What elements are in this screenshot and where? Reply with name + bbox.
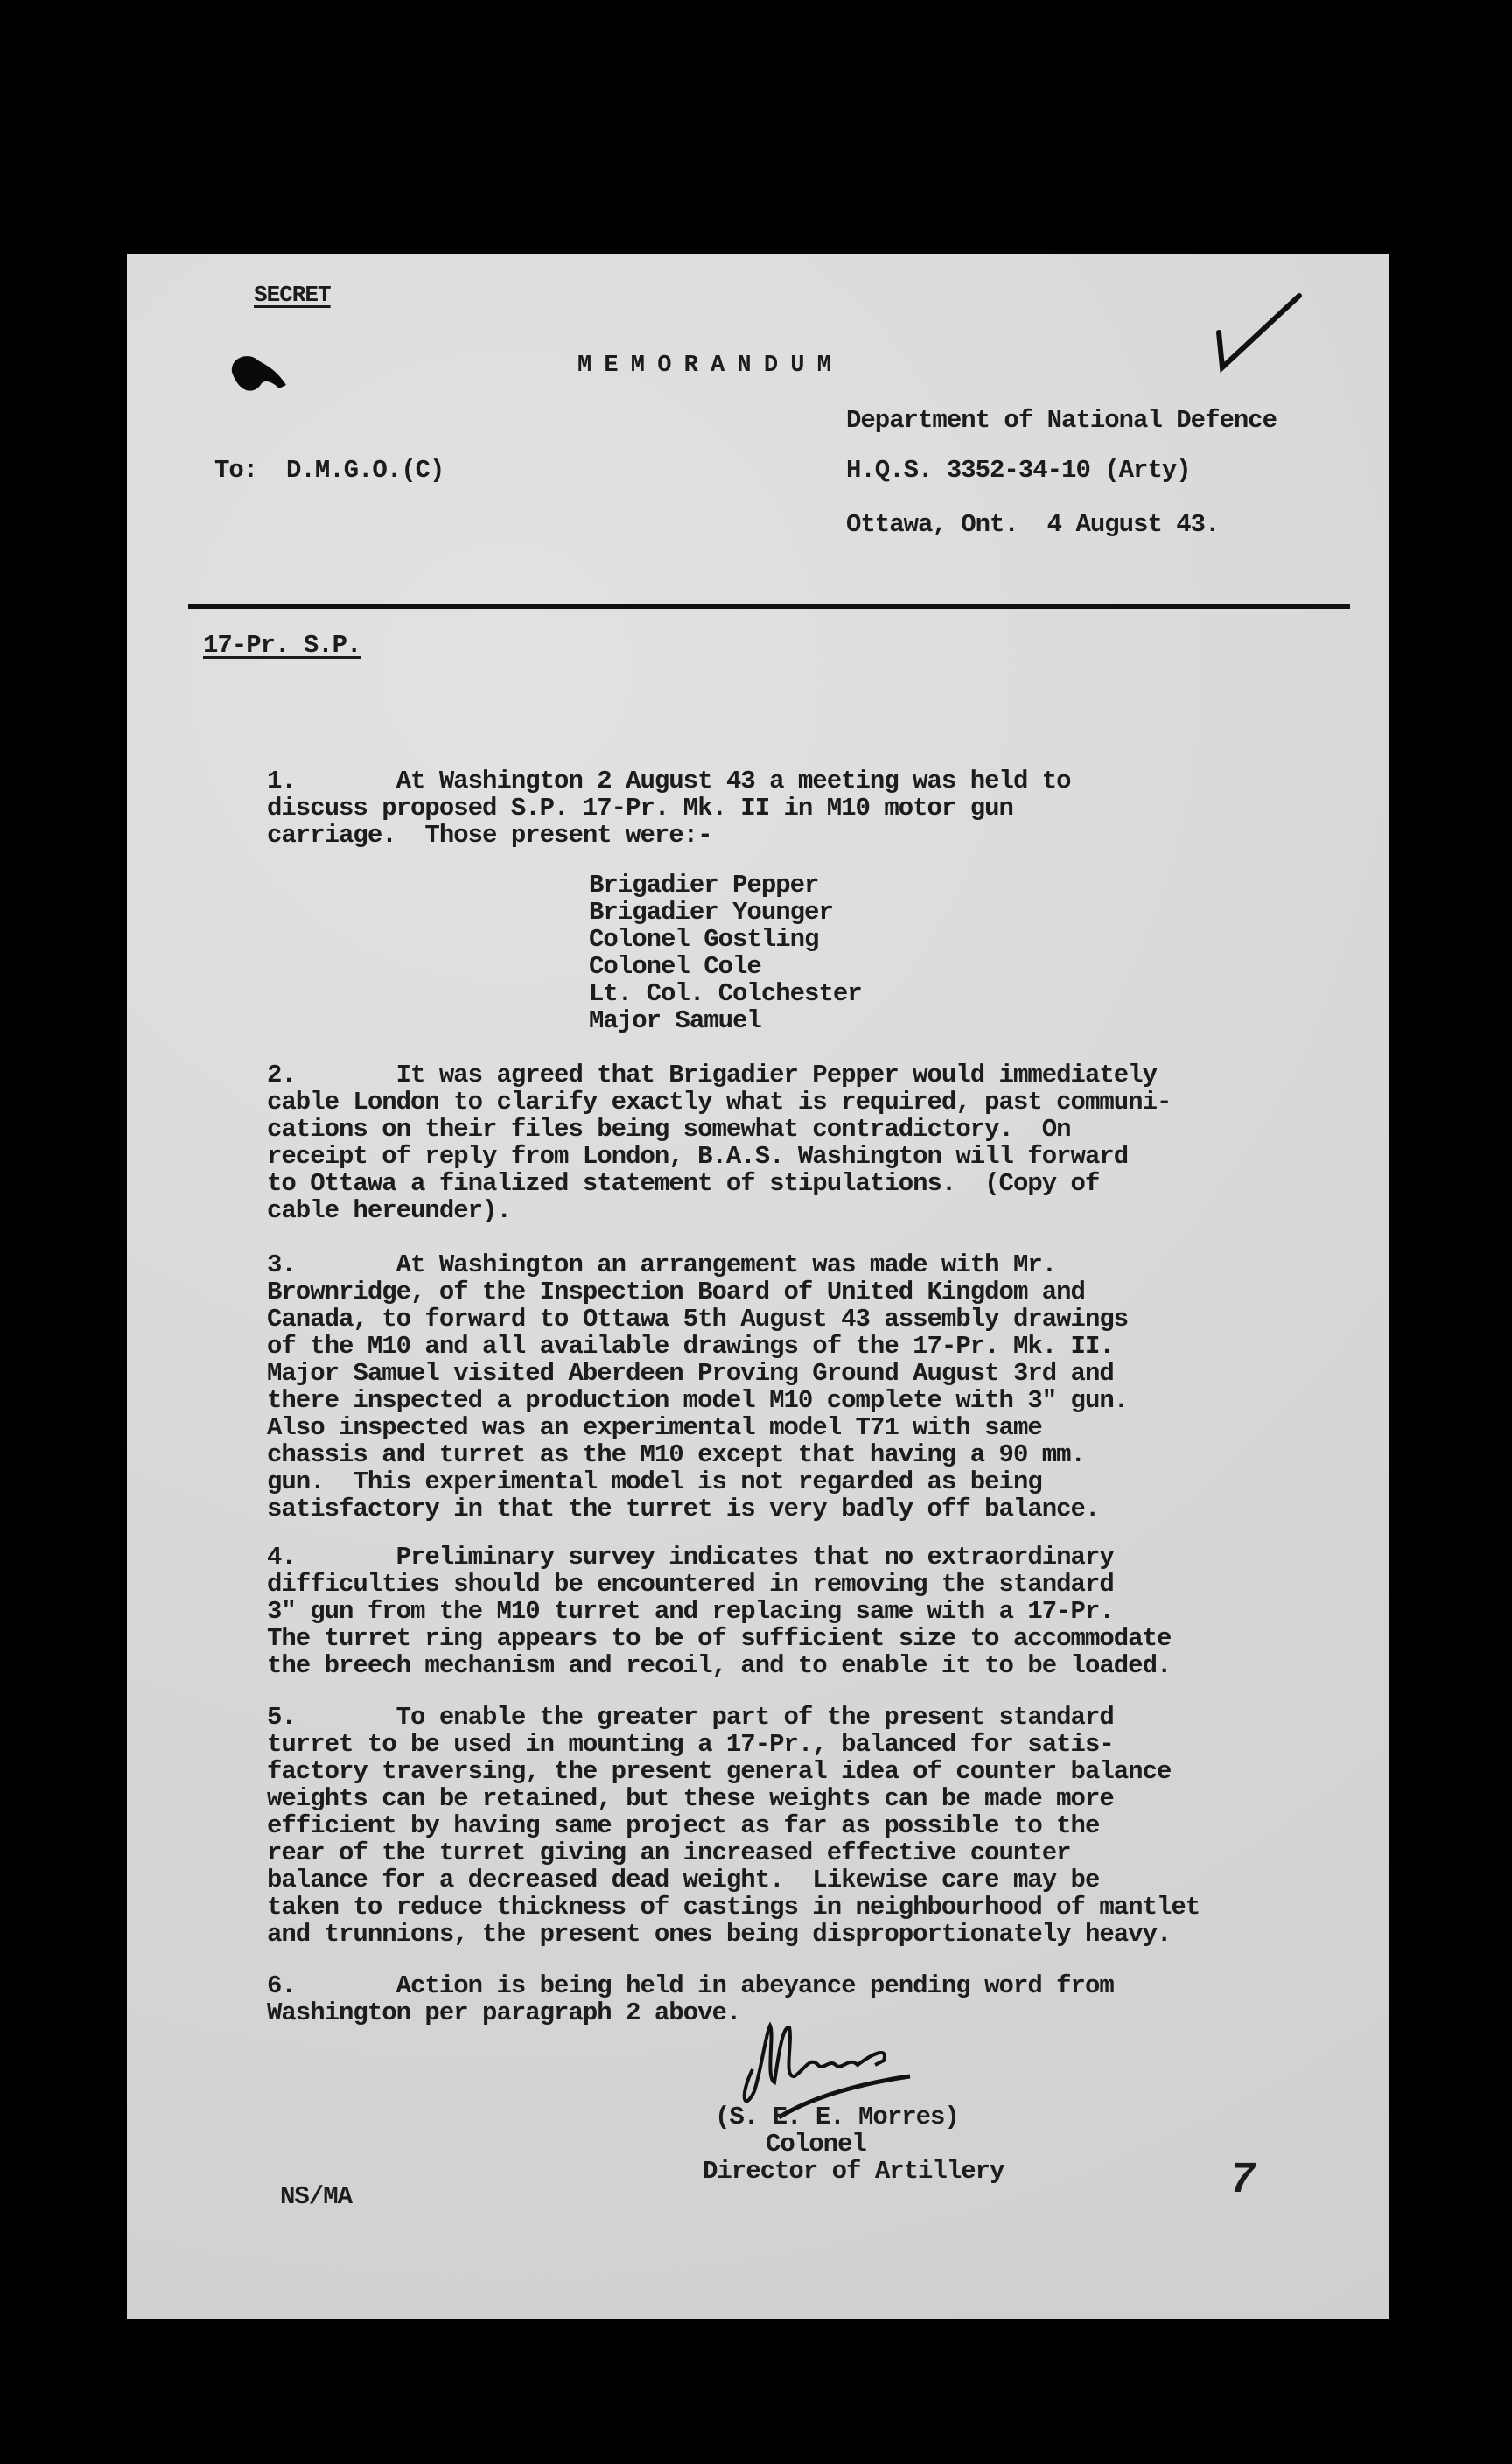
page-mark: 7: [1229, 2156, 1256, 2206]
text-line: gun. This experimental model is not regarded as being: [267, 1467, 1042, 1496]
file-reference: H.Q.S. 3352-34-10 (Arty): [846, 456, 1191, 485]
text-line: carriage. Those present were:-: [267, 821, 712, 850]
subject-line: 17-Pr. S.P.: [203, 631, 361, 660]
text-line: 4. Preliminary survey indicates that no extraordinary: [267, 1543, 1114, 1572]
signatory-name: (S. E. E. Morres): [715, 2103, 959, 2132]
text-line: satisfactory in that the turret is very badly off balance.: [267, 1494, 1100, 1523]
text-line: 2. It was agreed that Brigadier Pepper would immediately: [267, 1060, 1157, 1089]
attendee: Brigadier Younger: [589, 898, 833, 927]
recipient: To: D.M.G.O.(C): [214, 456, 444, 485]
text-line: turret to be used in mounting a 17-Pr., balanced for satis-: [267, 1730, 1114, 1759]
header-divider: [188, 604, 1350, 609]
text-line: The turret ring appears to be of sufficient size to accommodate: [267, 1624, 1172, 1653]
text-line: cable hereunder).: [267, 1196, 511, 1225]
text-line: cable London to clarify exactly what is required, past communi-: [267, 1088, 1172, 1116]
text-line: efficient by having same project as far as possible to the: [267, 1811, 1100, 1840]
text-line: 6. Action is being held in abeyance pending word from: [267, 1971, 1114, 2000]
attendee: Colonel Cole: [589, 952, 761, 981]
ink-blot-icon: [223, 350, 302, 402]
text-line: balance for a decreased dead weight. Likewise care may be: [267, 1866, 1100, 1894]
signatory-rank: Colonel: [766, 2130, 866, 2159]
text-line: 3" gun from the M10 turret and replacing same with a 17-Pr.: [267, 1597, 1114, 1626]
typist-initials: NS/MA: [280, 2182, 353, 2211]
place-date: Ottawa, Ont. 4 August 43.: [846, 510, 1220, 539]
signatory-position: Director of Artillery: [703, 2157, 1004, 2186]
text-line: Canada, to forward to Ottawa 5th August 43 assembly drawings: [267, 1305, 1129, 1334]
text-line: chassis and turret as the M10 except that having a 90 mm.: [267, 1440, 1085, 1469]
text-line: Brownridge, of the Inspection Board of United Kingdom and: [267, 1278, 1085, 1306]
text-line: receipt of reply from London, B.A.S. Washington will forward: [267, 1142, 1129, 1171]
text-line: difficulties should be encountered in removing the standard: [267, 1570, 1114, 1599]
checkmark-icon: [1212, 289, 1308, 376]
text-line: 1. At Washington 2 August 43 a meeting was held to: [267, 766, 1071, 795]
text-line: Major Samuel visited Aberdeen Proving Ground August 3rd and: [267, 1359, 1114, 1388]
text-line: Washington per paragraph 2 above.: [267, 1998, 741, 2027]
text-line: rear of the turret giving an increased effective counter: [267, 1838, 1071, 1867]
text-line: to Ottawa a finalized statement of stipulations. (Copy of: [267, 1169, 1100, 1198]
text-line: discuss proposed S.P. 17-Pr. Mk. II in M10 motor gun: [267, 794, 1013, 822]
text-line: 3. At Washington an arrangement was made with Mr.: [267, 1250, 1057, 1279]
text-line: and trunnions, the present ones being disproportionately heavy.: [267, 1920, 1172, 1949]
text-line: 5. To enable the greater part of the present standard: [267, 1703, 1114, 1732]
text-line: weights can be retained, but these weights can be made more: [267, 1784, 1114, 1813]
text-line: there inspected a production model M10 complete with 3" gun.: [267, 1386, 1129, 1415]
text-line: of the M10 and all available drawings of the 17-Pr. Mk. II.: [267, 1332, 1114, 1361]
attendee: Lt. Col. Colchester: [589, 979, 862, 1008]
attendee: Major Samuel: [589, 1006, 761, 1035]
paragraph-6: [267, 1918, 1114, 2054]
attendee: Colonel Gostling: [589, 925, 819, 954]
memo-title: M E M O R A N D U M: [578, 353, 830, 379]
department-name: Department of National Defence: [846, 406, 1278, 435]
attendee: Brigadier Pepper: [589, 871, 819, 900]
text-line: Also inspected was an experimental model T71 with same: [267, 1413, 1042, 1442]
text-line: taken to reduce thickness of castings in neighbourhood of mantlet: [267, 1893, 1200, 1922]
text-line: cations on their files being somewhat contradictory. On: [267, 1115, 1071, 1144]
text-line: factory traversing, the present general idea of counter balance: [267, 1757, 1172, 1786]
classification-label: SECRET: [254, 282, 331, 308]
text-line: the breech mechanism and recoil, and to enable it to be loaded.: [267, 1651, 1172, 1680]
